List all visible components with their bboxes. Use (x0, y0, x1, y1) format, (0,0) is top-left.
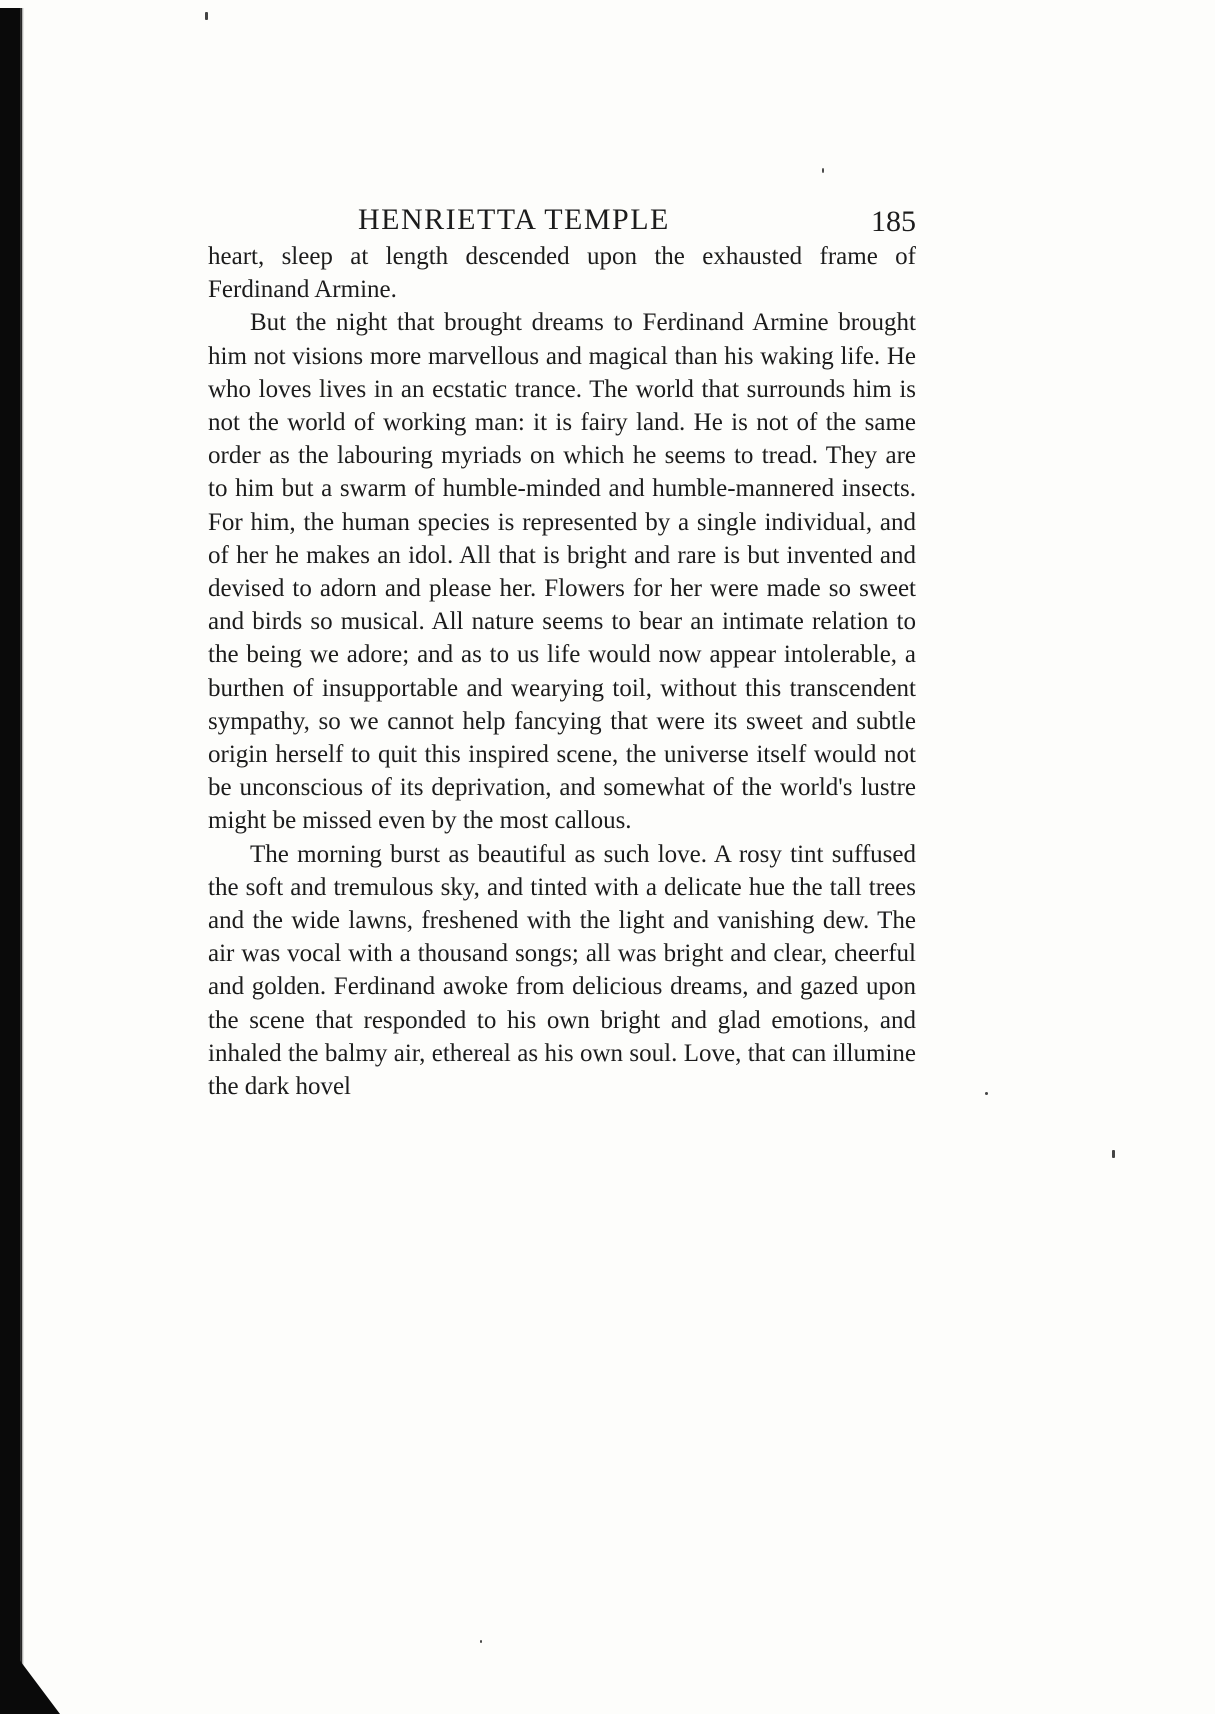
paragraph-continued: heart, sleep at length descended upon the exhausted frame of Ferdinand Armine. (208, 243, 916, 304)
page-binding-corner (0, 1634, 60, 1714)
body-text (208, 240, 916, 1103)
paragraph: But the night that brought dreams to Ferdinand Armine brought him not visions more marvellous and magical than his waking life. He who loves lives in an ecstatic trance. The world that surrounds him is not the world of working man: it is fairy land. He is not of the same order as the labouring myriads on which he seems to tread. They are to him but a swarm of humble-minded and humble-mannered insects. For him, the human species is represented by a single individual, and of her he makes an idol. All that is bright and rare is but invented and devised to adorn and please her. Flowers for her were made so sweet and birds so musical. All nature seems to bear an intimate relation to the being we adore; and as to us life would now appear intolerable, a burthen of insupportable and wearying toil, without this transcendent sympathy, so we cannot help fancying that were its sweet and subtle origin herself to quit this inspired scene, the universe itself would not be unconscious of its deprivation, and somewhat of the world's lustre might be missed even by the most callous. (208, 309, 916, 835)
page-number: 185 (871, 205, 916, 238)
paper-speck (1112, 1150, 1115, 1158)
paper-speck (480, 1640, 482, 1643)
paper-speck (205, 12, 208, 20)
paper-speck (822, 168, 824, 173)
page-binding-shadow (0, 8, 22, 1708)
running-title: HENRIETTA TEMPLE (358, 203, 670, 236)
running-head (208, 200, 916, 240)
paragraph: The morning burst as beautiful as such love. A rosy tint suffused the soft and tremulous sky, and tinted with a delicate hue the tall trees and the wide lawns, freshened with the light and vanishing dew. The air was vocal with a thousand songs; all was bright and clear, cheerful and golden. Ferdinand awoke from delicious dreams, and gazed upon the scene that responded to his own bright and glad emotions, and inhaled the balmy air, ethereal as his own soul. Love, that can illumine the dark hovel (208, 840, 916, 1101)
paper-speck (985, 1092, 988, 1095)
